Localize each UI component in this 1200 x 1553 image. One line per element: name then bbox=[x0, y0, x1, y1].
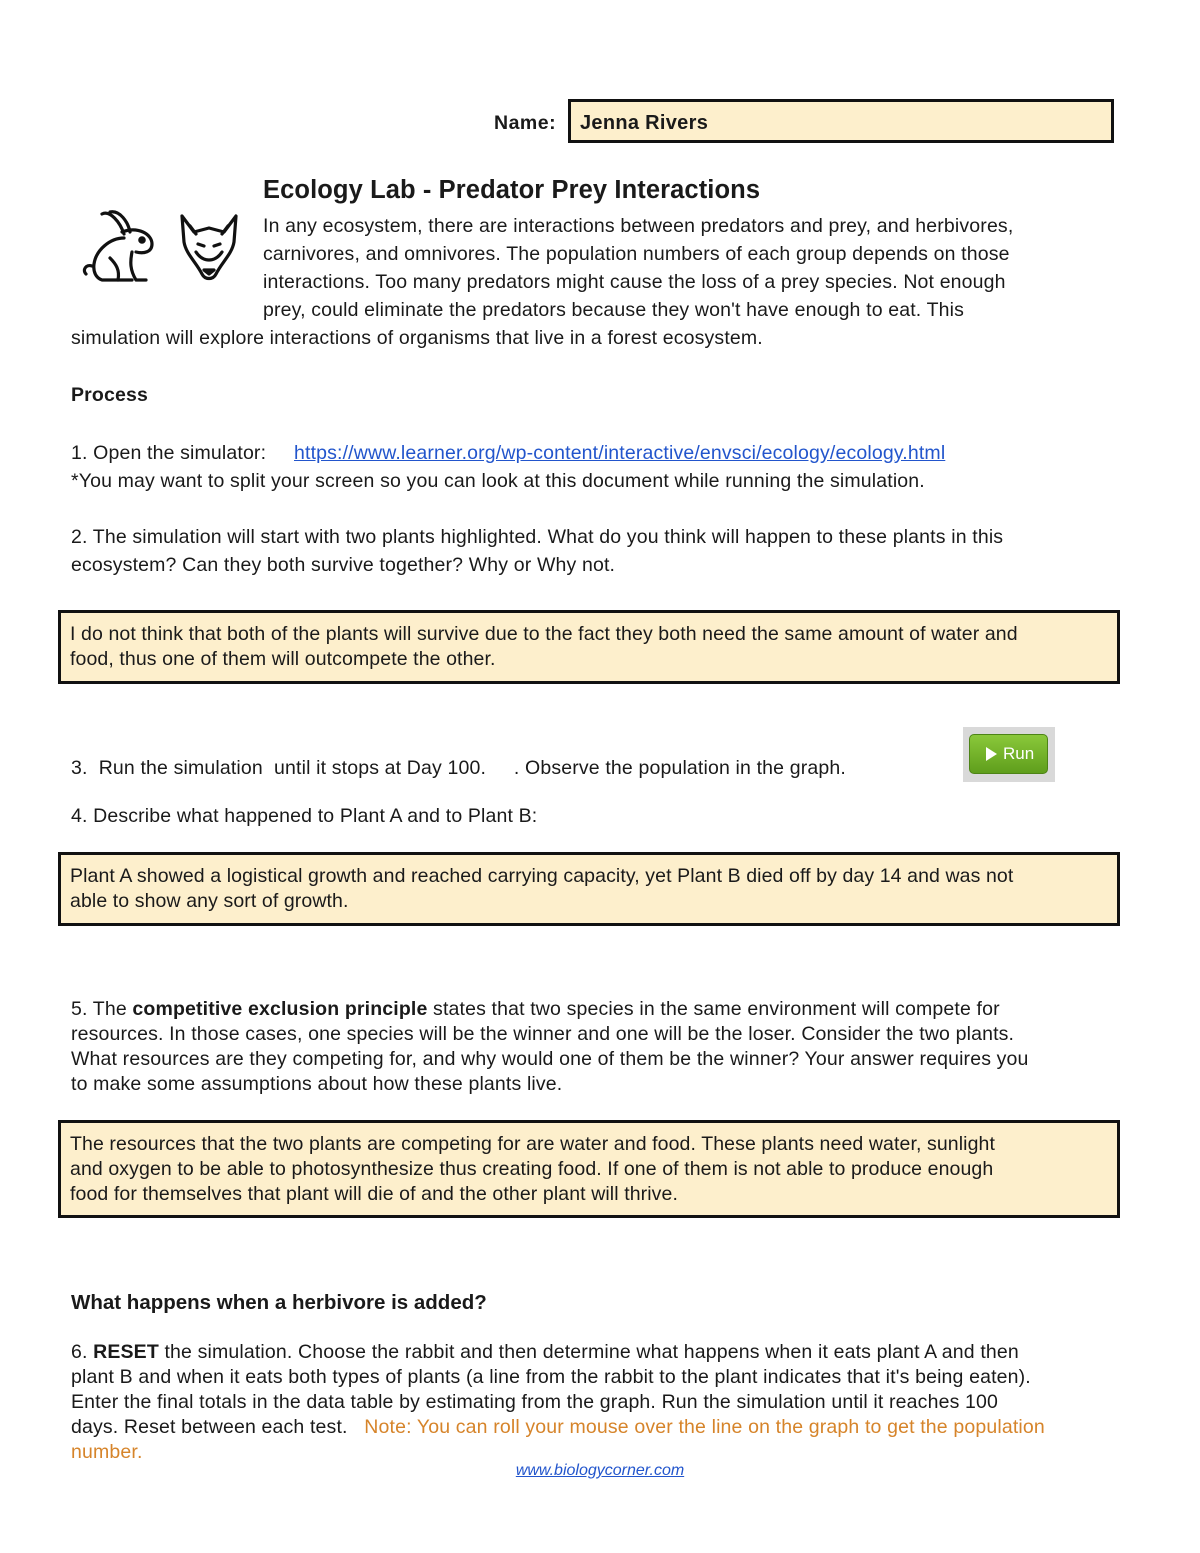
answer-line: I do not think that both of the plants will survive due to the fact they both need the same amount of water and bbox=[70, 623, 1018, 645]
name-label: Name: bbox=[494, 112, 557, 134]
wolf-icon bbox=[176, 212, 242, 284]
step-6-text: the simulation. Choose the rabbit and then determine what happens when it eats plant A and then bbox=[158, 1341, 1019, 1363]
name-value: Jenna Rivers bbox=[580, 112, 709, 134]
step-3: 3. Run the simulation until it stops at Day 100. . Observe the population in the graph. bbox=[71, 757, 846, 779]
step-6-line: Enter the final totals in the data table by estimating from the graph. Run the simulation until it reaches 100 bbox=[71, 1391, 999, 1413]
intro-line: prey, could eliminate the predators because they won't have enough to eat. This bbox=[263, 299, 965, 321]
answer-line: food, thus one of them will outcompete the other. bbox=[70, 648, 496, 670]
intro-line: carnivores, and omnivores. The population numbers of each group depends on those bbox=[263, 243, 1010, 265]
answer-5-box[interactable] bbox=[58, 1120, 1120, 1218]
intro-line: interactions. Too many predators might cause the loss of a prey species. Not enough bbox=[263, 271, 1006, 293]
answer-4-box[interactable] bbox=[58, 852, 1120, 926]
step-6-line bbox=[71, 1415, 1161, 1440]
intro-line: simulation will explore interactions of organisms that live in a forest ecosystem. bbox=[71, 327, 763, 349]
intro-paragraph bbox=[263, 212, 1133, 324]
footer-link[interactable]: www.biologycorner.com bbox=[515, 1462, 685, 1479]
step-5 bbox=[71, 997, 1141, 1097]
step-6-note: Note: You can roll your mouse over the line on the graph to get the population bbox=[364, 1416, 1045, 1438]
run-button-image bbox=[963, 727, 1055, 782]
step-5-line: resources. In those cases, one species will be the winner and one will be the loser. Consider the two plants. bbox=[71, 1023, 1015, 1045]
step-2 bbox=[71, 523, 1003, 579]
run-label: Run bbox=[1003, 744, 1035, 763]
step-2-line: ecosystem? Can they both survive together? Why or Why not. bbox=[71, 554, 616, 576]
step-1 bbox=[71, 439, 945, 467]
step-5-line: to make some assumptions about how these plants live. bbox=[71, 1073, 563, 1095]
answer-line: food for themselves that plant will die of and the other plant will thrive. bbox=[70, 1183, 678, 1205]
footer bbox=[0, 1462, 1200, 1480]
step-6 bbox=[71, 1340, 1161, 1465]
name-field[interactable] bbox=[568, 99, 1114, 143]
step-6-line: plant B and when it eats both types of plants (a line from the rabbit to the plant indicates that it's being eaten). bbox=[71, 1366, 1031, 1388]
step-6-reset: RESET bbox=[93, 1341, 159, 1363]
step-1-note: *You may want to split your screen so you can look at this document while running the simulation. bbox=[71, 470, 925, 492]
step-2-line: 2. The simulation will start with two plants highlighted. What do you think will happen to these plants in this bbox=[71, 526, 1004, 548]
step-6-text: days. Reset between each test. bbox=[71, 1416, 365, 1438]
step-5-text: states that two species in the same environment will compete for bbox=[427, 998, 1000, 1020]
answer-line: and oxygen to be able to photosynthesize thus creating food. If one of them is not able to produce enough bbox=[70, 1158, 994, 1180]
step-5-line bbox=[71, 997, 1141, 1022]
play-icon bbox=[986, 747, 997, 761]
step-4: 4. Describe what happened to Plant A and to Plant B: bbox=[71, 805, 538, 827]
answer-line: Plant A showed a logistical growth and reached carrying capacity, yet Plant B died off by day 14 and was not bbox=[70, 865, 1014, 887]
process-heading: Process bbox=[71, 384, 148, 406]
answer-2-box[interactable] bbox=[58, 610, 1120, 684]
simulator-link[interactable]: https://www.learner.org/wp-content/interactive/envsci/ecology/ecology.html bbox=[294, 442, 946, 464]
step-6-line bbox=[71, 1340, 1161, 1365]
step-5-term: competitive exclusion principle bbox=[132, 998, 428, 1020]
rabbit-icon bbox=[80, 208, 162, 284]
step-6-note: number. bbox=[71, 1441, 143, 1463]
step-6-text: 6. bbox=[71, 1341, 94, 1363]
answer-line: able to show any sort of growth. bbox=[70, 890, 349, 912]
step-5-text: 5. The bbox=[71, 998, 133, 1020]
step-5-line: What resources are they competing for, and why would one of them be the winner? Your answer requires you bbox=[71, 1048, 1029, 1070]
run-button[interactable] bbox=[969, 734, 1048, 774]
step-1-text: 1. Open the simulator: bbox=[71, 442, 267, 464]
herbivore-heading: What happens when a herbivore is added? bbox=[71, 1291, 487, 1314]
page-title: Ecology Lab - Predator Prey Interactions bbox=[263, 176, 761, 204]
answer-line: The resources that the two plants are competing for are water and food. These plants need water, sunlight bbox=[70, 1133, 996, 1155]
intro-line: In any ecosystem, there are interactions between predators and prey, and herbivores, bbox=[263, 215, 1014, 237]
